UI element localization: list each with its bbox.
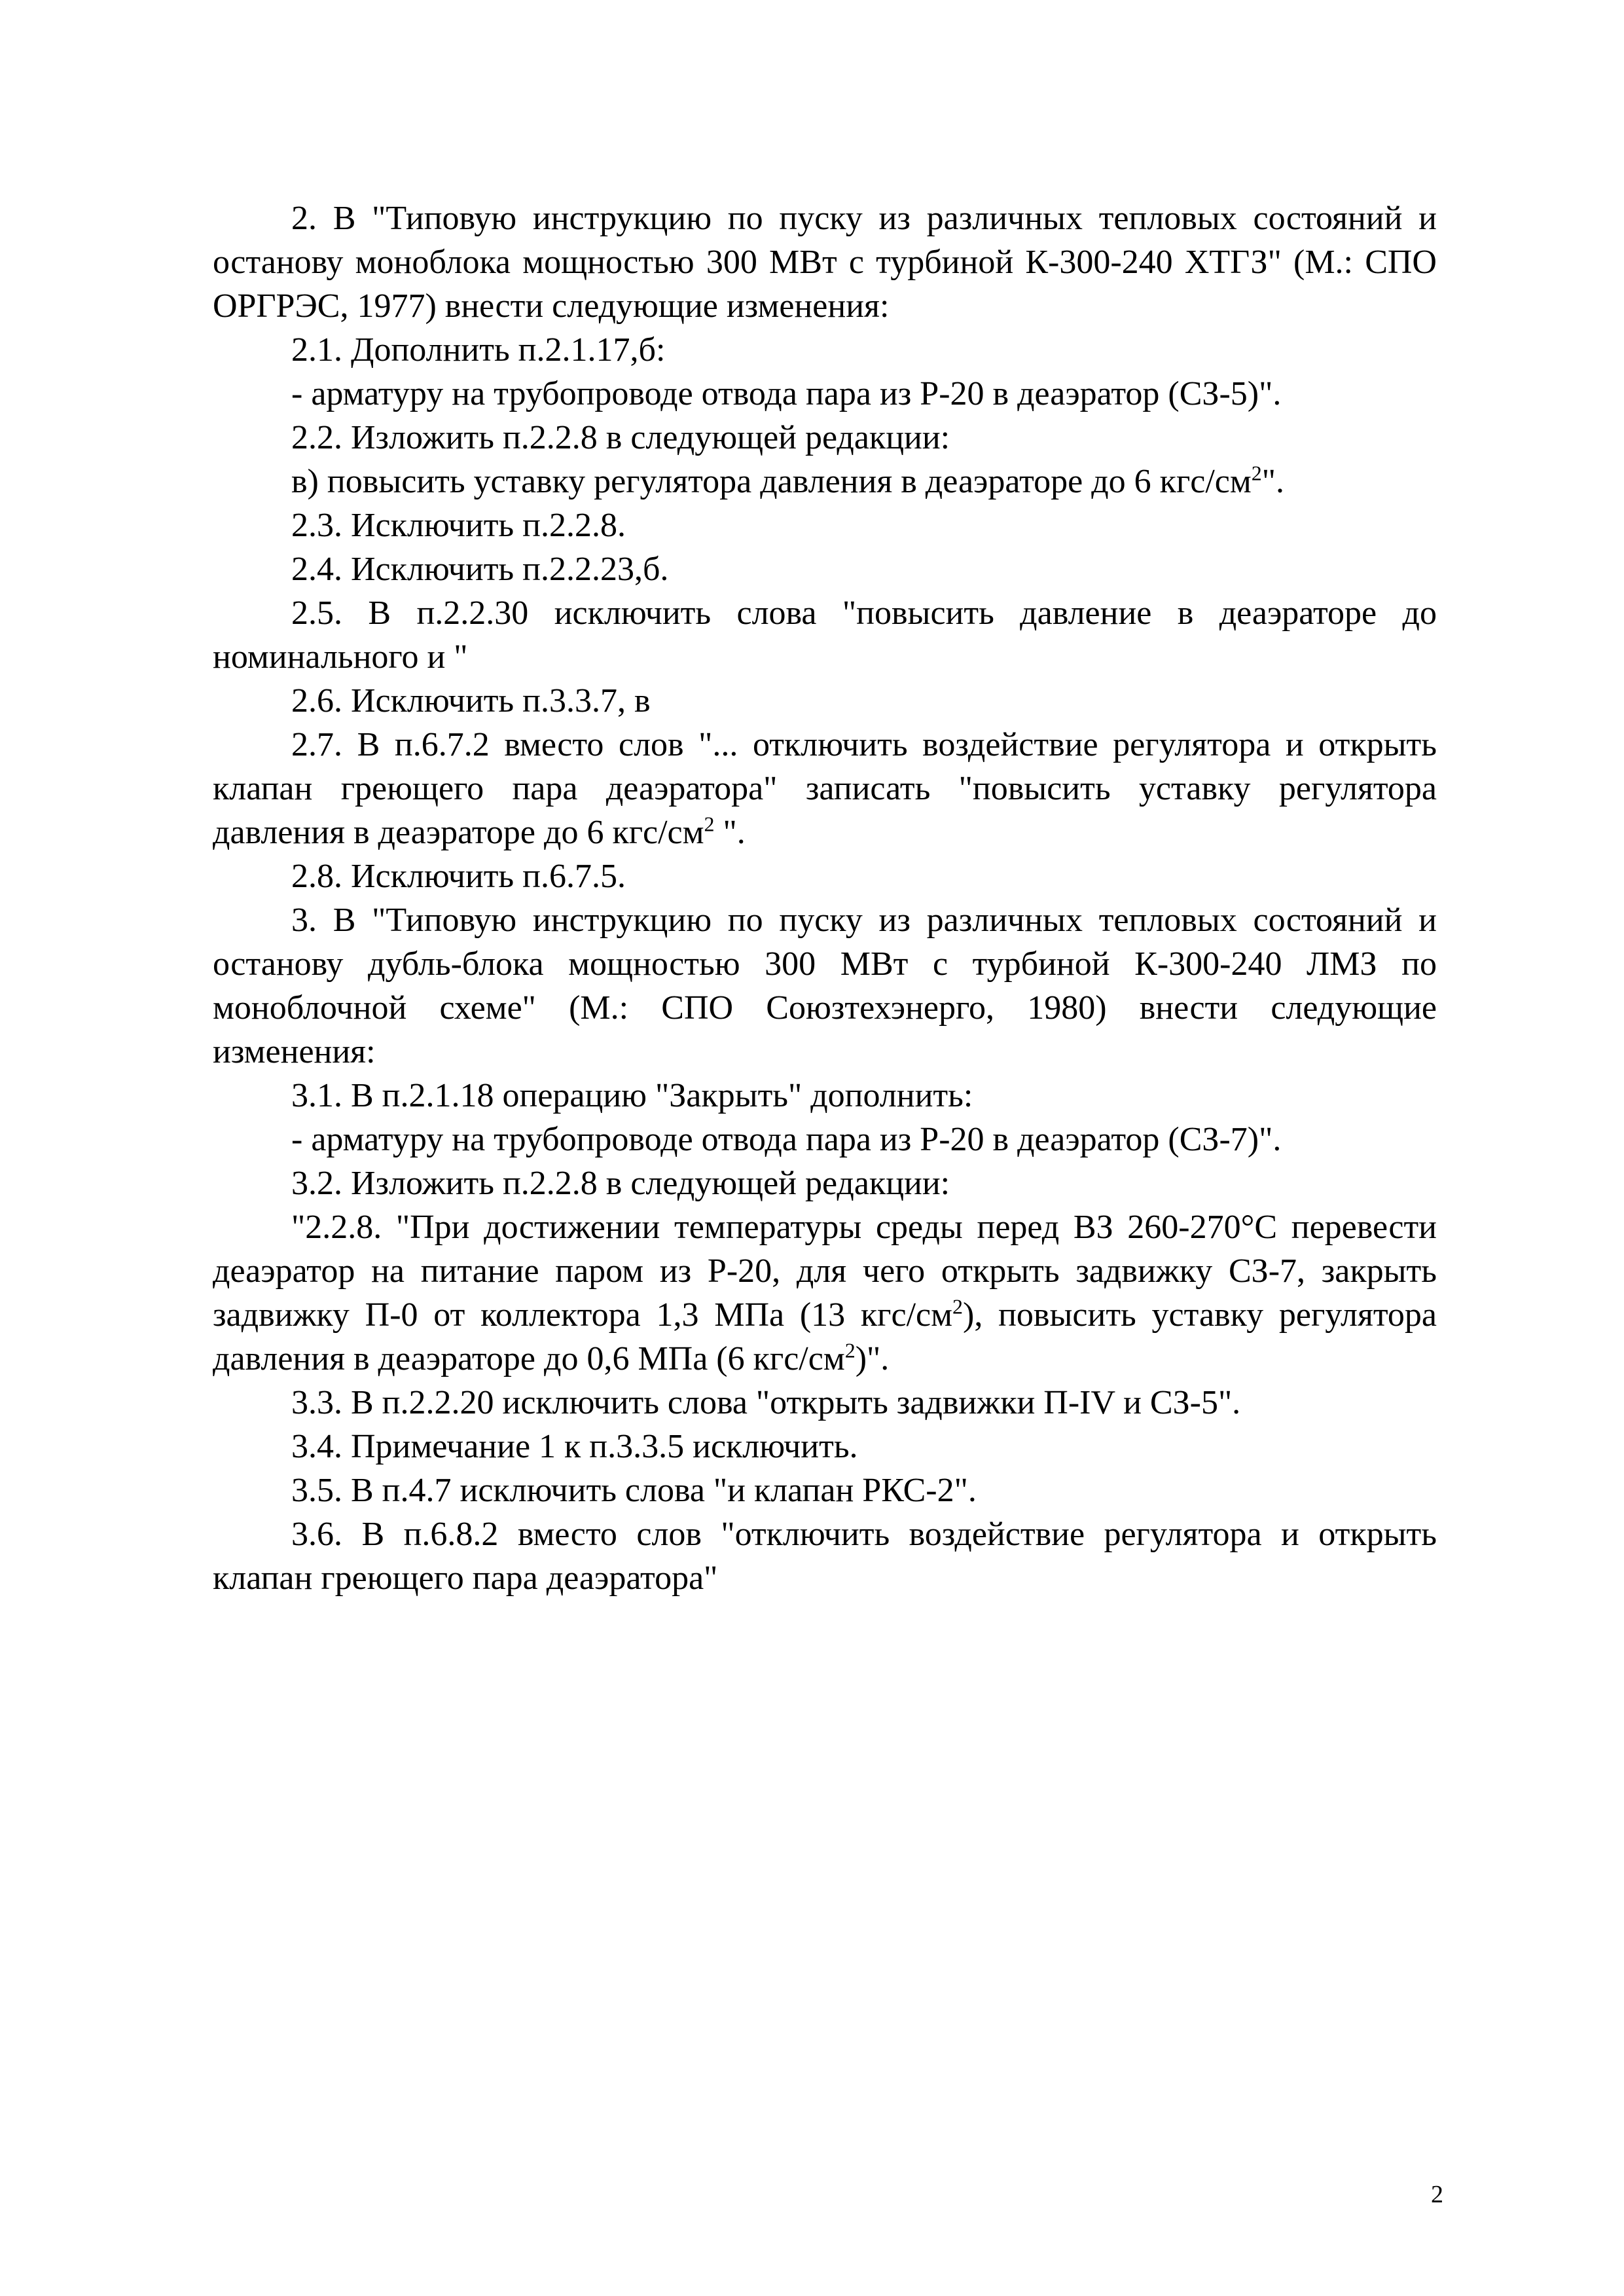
paragraph-2-1-item: - арматуру на трубопроводе отвода пара из Р-20 в деаэратор (СЗ-5)".: [291, 375, 1282, 412]
superscript: 2: [1251, 461, 1262, 485]
paragraph-3-3: 3.3. В п.2.2.20 исключить слова "открыть задвижки П-IV и СЗ-5".: [291, 1384, 1241, 1421]
paragraph-2-5: 2.5. В п.2.2.30 исключить слова "повысить давление в деаэраторе до номинального и ": [213, 594, 1437, 676]
paragraph-3-1-item: - арматуру на трубопроводе отвода пара из Р-20 в деаэратор (СЗ-7)".: [291, 1121, 1282, 1158]
paragraph-2-1: 2.1. Дополнить п.2.1.17,б:: [291, 331, 666, 369]
paragraph-2: 2. В "Типовую инструкцию по пуску из различных тепловых состояний и останову моноблока мощностью 300 МВт с турбиной К-300-240 ХТГЗ" (М.: СПО ОРГРЭС, 1977) внести следующие изменения:: [213, 200, 1437, 325]
paragraph-text: )".: [855, 1340, 890, 1377]
paragraph-text: ".: [714, 814, 746, 851]
paragraph-2-2-item: [213, 460, 1437, 503]
paragraph-text: "2.2.8. "При достижении температуры среды перед ВЗ 260-270°С перевести деаэратор на питание паром из Р-20, для чего открыть задвижку СЗ-7, закрыть задвижку П-0 от коллектора 1,3 МПа (13 кгс/см: [213, 1209, 1437, 1334]
paragraph-text: ), повысить уставку регулятора давления в деаэраторе до 0,6 МПа (6 кгс/см: [213, 1296, 1437, 1377]
paragraph-3-5: 3.5. В п.4.7 исключить слова "и клапан РКС-2".: [291, 1472, 977, 1509]
paragraph-3-4: 3.4. Примечание 1 к п.3.3.5 исключить.: [291, 1428, 858, 1465]
paragraph-2-7: [213, 723, 1437, 854]
superscript: 2: [704, 812, 715, 836]
paragraph-3-6: 3.6. В п.6.8.2 вместо слов "отключить воздействие регулятора и открыть клапан греющего пара деаэратора": [213, 1516, 1437, 1597]
paragraph-2-6: 2.6. Исключить п.3.3.7, в: [291, 682, 651, 720]
document-body: [213, 196, 1437, 1600]
paragraph-2-2: 2.2. Изложить п.2.2.8 в следующей редакции:: [291, 419, 950, 456]
paragraph-3-1: 3.1. В п.2.1.18 операцию "Закрыть" дополнить:: [291, 1077, 973, 1114]
paragraph-2-3: 2.3. Исключить п.2.2.8.: [291, 507, 626, 544]
superscript: 2: [952, 1294, 964, 1319]
superscript: 2: [844, 1338, 856, 1362]
paragraph-3-2-item: [213, 1205, 1437, 1381]
paragraph-2-8: 2.8. Исключить п.6.7.5.: [291, 858, 626, 895]
paragraph-2-4: 2.4. Исключить п.2.2.23,б.: [291, 551, 669, 588]
paragraph-text: в) повысить уставку регулятора давления в деаэраторе до 6 кгс/см: [291, 463, 1252, 500]
paragraph-3: 3. В "Типовую инструкцию по пуску из различных тепловых состояний и останову дубль-блока мощностью 300 МВт с турбиной К-300-240 ЛМЗ по моноблочной схеме" (М.: СПО Союзтехэнерго, 1980) внести следующие изменения:: [213, 902, 1437, 1070]
page-number: 2: [1431, 2181, 1443, 2208]
paragraph-text: 2.7. В п.6.7.2 вместо слов "... отключить воздействие регулятора и открыть клапан греющего пара деаэратора" записать "повысить уставку регулятора давления в деаэраторе до 6 кгс/см: [213, 726, 1437, 851]
paragraph-3-2: 3.2. Изложить п.2.2.8 в следующей редакции:: [291, 1165, 950, 1202]
paragraph-text: ".: [1261, 463, 1285, 500]
